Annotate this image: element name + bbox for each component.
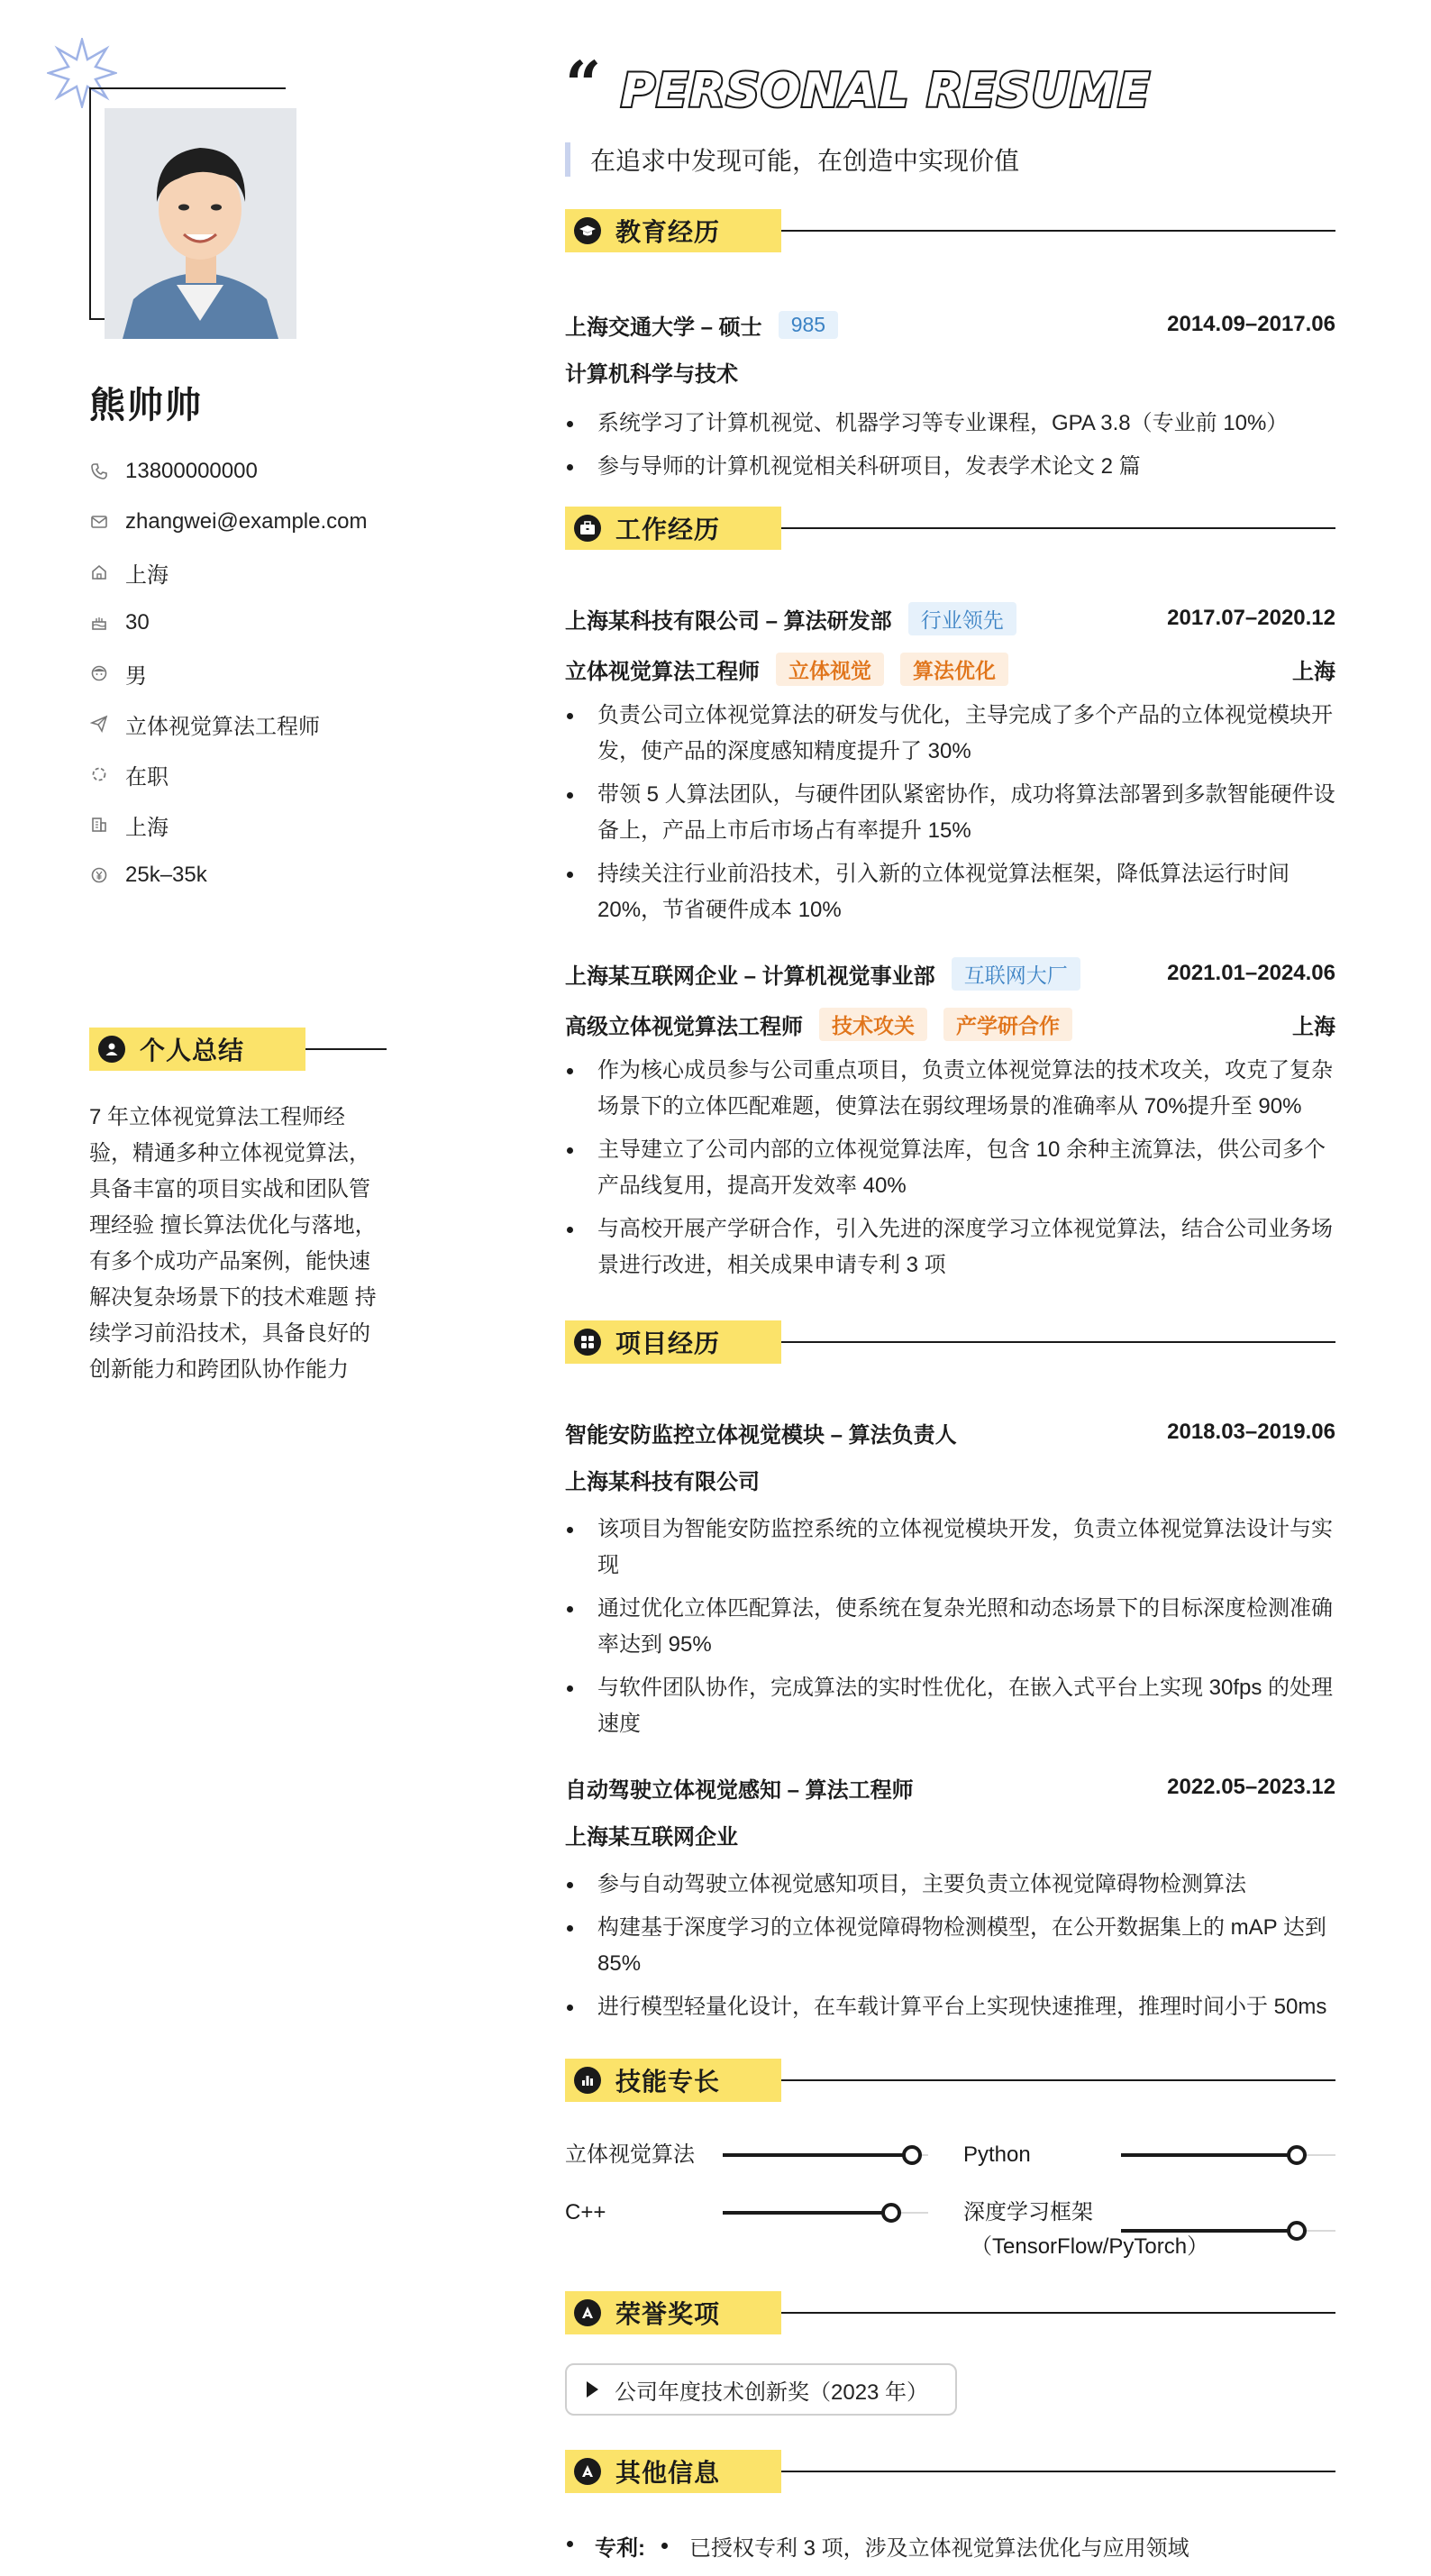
salary-icon: [89, 865, 109, 885]
list-item: 构建基于深度学习的立体视觉障碍物检测模型，在公开数据集上的 mAP 达到 85%: [565, 1910, 1335, 1982]
skills-list: [565, 2129, 1335, 2273]
building-icon: [89, 815, 109, 835]
banner-title: PERSONAL RESUME: [621, 64, 1151, 118]
section-divider: [781, 2079, 1335, 2081]
job-date: 2017.07–2020.12: [1167, 606, 1335, 630]
company-name: 上海某科技有限公司 – 算法研发部: [565, 608, 892, 634]
resume-banner: [565, 54, 1196, 126]
contact-gender: [89, 648, 504, 699]
contact-city: [89, 799, 504, 850]
tagline-bar: [565, 142, 570, 177]
company-tag: 互联网大厂: [952, 957, 1080, 991]
education-date: 2014.09–2017.06: [1167, 312, 1335, 336]
bar-chart-icon: [574, 2067, 601, 2094]
briefcase-icon: [574, 515, 601, 542]
skill-name: C++: [565, 2200, 606, 2224]
list-item: 参与自动驾驶立体视觉感知项目，主要负责立体视觉障碍物检测算法: [565, 1867, 1335, 1903]
skill-level-slider: [723, 2145, 928, 2165]
play-icon: [587, 2381, 598, 2398]
company-tag: 行业领先: [908, 602, 1016, 635]
skill-name: Python: [963, 2142, 1031, 2167]
company-name: 上海某互联网企业 – 计算机视觉事业部: [565, 964, 935, 989]
contact-text: 男: [125, 663, 147, 689]
section-title: 项目经历: [615, 1329, 721, 1357]
job-role: 高级立体视觉算法工程师: [565, 1014, 803, 1039]
section-title: 教育经历: [615, 218, 721, 246]
quote-mark: “: [565, 54, 602, 122]
skill-name: 深度学习框架: [963, 2200, 1093, 2224]
section-divider: [781, 2471, 1335, 2472]
job-entry: [565, 600, 1335, 636]
section-title: 技能专长: [615, 2068, 721, 2096]
list-item: 参与导师的计算机视觉相关科研项目，发表学术论文 2 篇: [565, 449, 1335, 485]
job-location: 上海: [1292, 1014, 1335, 1039]
section-divider: [781, 527, 1335, 529]
skill-name-sub: （TensorFlow/PyTorch）: [971, 2234, 1209, 2259]
list-item: 与高校开展产学研合作，引入先进的深度学习立体视觉算法，结合公司业务场景进行改进，相关成果申请专利 3 项: [565, 1211, 1335, 1283]
section-title: 工作经历: [615, 516, 721, 544]
role-tag: 产学研合作: [943, 1008, 1072, 1041]
awards-section: [565, 2291, 1335, 2416]
person-name: 熊帅帅: [89, 386, 203, 425]
skill-level-slider: [1121, 2221, 1335, 2241]
job-role-row: [565, 1006, 1335, 1042]
contact-phone: [89, 446, 504, 497]
project-entry: [565, 1769, 1335, 1805]
bullet-dot: [661, 2543, 668, 2549]
job-role: 立体视觉算法工程师: [565, 659, 760, 684]
section-title: 个人总结: [140, 1037, 245, 1064]
contact-text: 30: [125, 610, 150, 635]
job-role-row: [565, 651, 1335, 687]
job-location: 上海: [1292, 659, 1335, 684]
project-entry: [565, 1414, 1335, 1450]
skills-section: [565, 2059, 1335, 2273]
phone-icon: [89, 461, 109, 481]
list-item: 该项目为智能安防监控系统的立体视觉模块开发，负责立体视觉算法设计与实现: [565, 1512, 1335, 1584]
status-icon: [89, 764, 109, 784]
section-divider: [781, 2312, 1335, 2314]
section-divider: [781, 230, 1335, 232]
contact-text: 上海: [125, 815, 169, 840]
list-item: 负责公司立体视觉算法的研发与优化，主导完成了多个产品的立体视觉模块开发，使产品的深度感知精度提升了 30%: [565, 698, 1335, 770]
project-title: 智能安防监控立体视觉模块 – 算法负责人: [565, 1422, 957, 1448]
section-divider: [781, 1341, 1335, 1343]
list-item: 进行模型轻量化设计，在车载计算平台上实现快速推理，推理时间小于 50ms: [565, 1989, 1335, 2025]
school-name: 上海交通大学 – 硕士: [565, 315, 762, 340]
tagline: [565, 141, 1019, 178]
list-item: 主导建立了公司内部的立体视觉算法库，包含 10 余种主流算法，供公司多个产品线复用，提高开发效率 40%: [565, 1132, 1335, 1204]
contact-status: [89, 749, 504, 799]
list-item: 作为核心成员参与公司重点项目，负责立体视觉算法的技术攻关，攻克了复杂场景下的立体匹配难题，使算法在弱纹理场景的准确率从 70%提升至 90%: [565, 1053, 1335, 1125]
award-text: 公司年度技术创新奖（2023 年）: [615, 2380, 929, 2405]
other-label: 专利:: [595, 2535, 645, 2561]
summary-heading: [89, 1028, 387, 1071]
work-section: [565, 507, 1335, 1283]
skill-name: 立体视觉算法: [565, 2142, 695, 2167]
award-icon: [574, 2299, 601, 2326]
list-item: 通过优化立体匹配算法，使系统在复杂光照和动态场景下的目标深度检测准确率达到 95%: [565, 1591, 1335, 1663]
list-item: 带领 5 人算法团队，与硬件团队紧密协作，成功将算法部署到多款智能硬件设备上，产品上市后市场占有率提升 15%: [565, 777, 1335, 849]
role-tag: 技术攻关: [819, 1008, 927, 1041]
contact-text: zhangwei@example.com: [125, 509, 368, 534]
other-text: 已授权专利 3 项，涉及立体视觉算法优化与应用领域: [689, 2535, 1189, 2561]
contact-text: 在职: [125, 764, 169, 790]
other-section: [565, 2450, 1335, 2563]
award-item[interactable]: [565, 2363, 957, 2416]
contact-age: [89, 598, 504, 648]
list-item: 持续关注行业前沿技术，引入新的立体视觉算法框架，降低算法运行时间 20%，节省硬件成本 10%: [565, 856, 1335, 928]
skill-level-slider: [723, 2203, 928, 2223]
project-org: 上海某科技有限公司: [565, 1470, 760, 1494]
role-tag: 立体视觉: [776, 653, 884, 686]
project-date: 2018.03–2019.06: [1167, 1420, 1335, 1444]
user-icon: [98, 1036, 125, 1063]
project-org: 上海某互联网企业: [565, 1825, 738, 1850]
section-divider: [305, 1048, 387, 1050]
skill-item: [963, 2138, 1031, 2172]
contact-email: [89, 497, 504, 547]
contact-list: [89, 446, 504, 900]
contact-home: [89, 547, 504, 598]
contact-text: 上海: [125, 562, 169, 588]
contact-text: 13800000000: [125, 459, 258, 483]
left-column: [0, 0, 541, 2576]
award-icon: [574, 2458, 601, 2485]
skill-item: [565, 2196, 606, 2230]
job-entry: [565, 955, 1335, 991]
contact-salary: [89, 850, 504, 900]
gender-icon: [89, 663, 109, 683]
education-entry: [565, 306, 1335, 343]
contact-text: 25k–35k: [125, 863, 207, 887]
cake-icon: [89, 613, 109, 633]
other-item: [565, 2527, 1335, 2563]
home-icon: [89, 562, 109, 582]
section-title: 其他信息: [615, 2459, 721, 2487]
job-date: 2021.01–2024.06: [1167, 961, 1335, 985]
skill-item: [565, 2138, 695, 2172]
project-date: 2022.05–2023.12: [1167, 1775, 1335, 1799]
summary-text: 7 年立体视觉算法工程师经验，精通多种立体视觉算法，具备丰富的项目实战和团队管理经验 擅长算法优化与落地，有多个成功产品案例，能快速解决复杂场景下的技术难题 持续学习前沿技术，具备良好的创新能力和跨团队协作能力: [89, 1105, 377, 1382]
skill-level-slider: [1121, 2145, 1335, 2165]
projects-section: [565, 1320, 1335, 2025]
role-tag: 算法优化: [900, 653, 1008, 686]
section-title: 荣誉奖项: [615, 2300, 721, 2328]
education-section: [565, 209, 1335, 485]
graduation-cap-icon: [574, 217, 601, 244]
contact-text: 立体视觉算法工程师: [125, 714, 320, 739]
contact-position: [89, 699, 504, 749]
major: 计算机科学与技术: [565, 362, 738, 387]
list-item: 与软件团队协作，完成算法的实时性优化，在嵌入式平台上实现 30fps 的处理速度: [565, 1670, 1335, 1742]
avatar: [105, 108, 296, 339]
school-tag: 985: [779, 311, 838, 339]
grid-icon: [574, 1329, 601, 1356]
project-title: 自动驾驶立体视觉感知 – 算法工程师: [565, 1777, 914, 1803]
tagline-text: 在追求中发现可能，在创造中实现价值: [590, 147, 1020, 175]
mail-icon: [89, 512, 109, 532]
send-icon: [89, 714, 109, 734]
list-item: 系统学习了计算机视觉、机器学习等专业课程，GPA 3.8（专业前 10%）: [565, 406, 1335, 442]
